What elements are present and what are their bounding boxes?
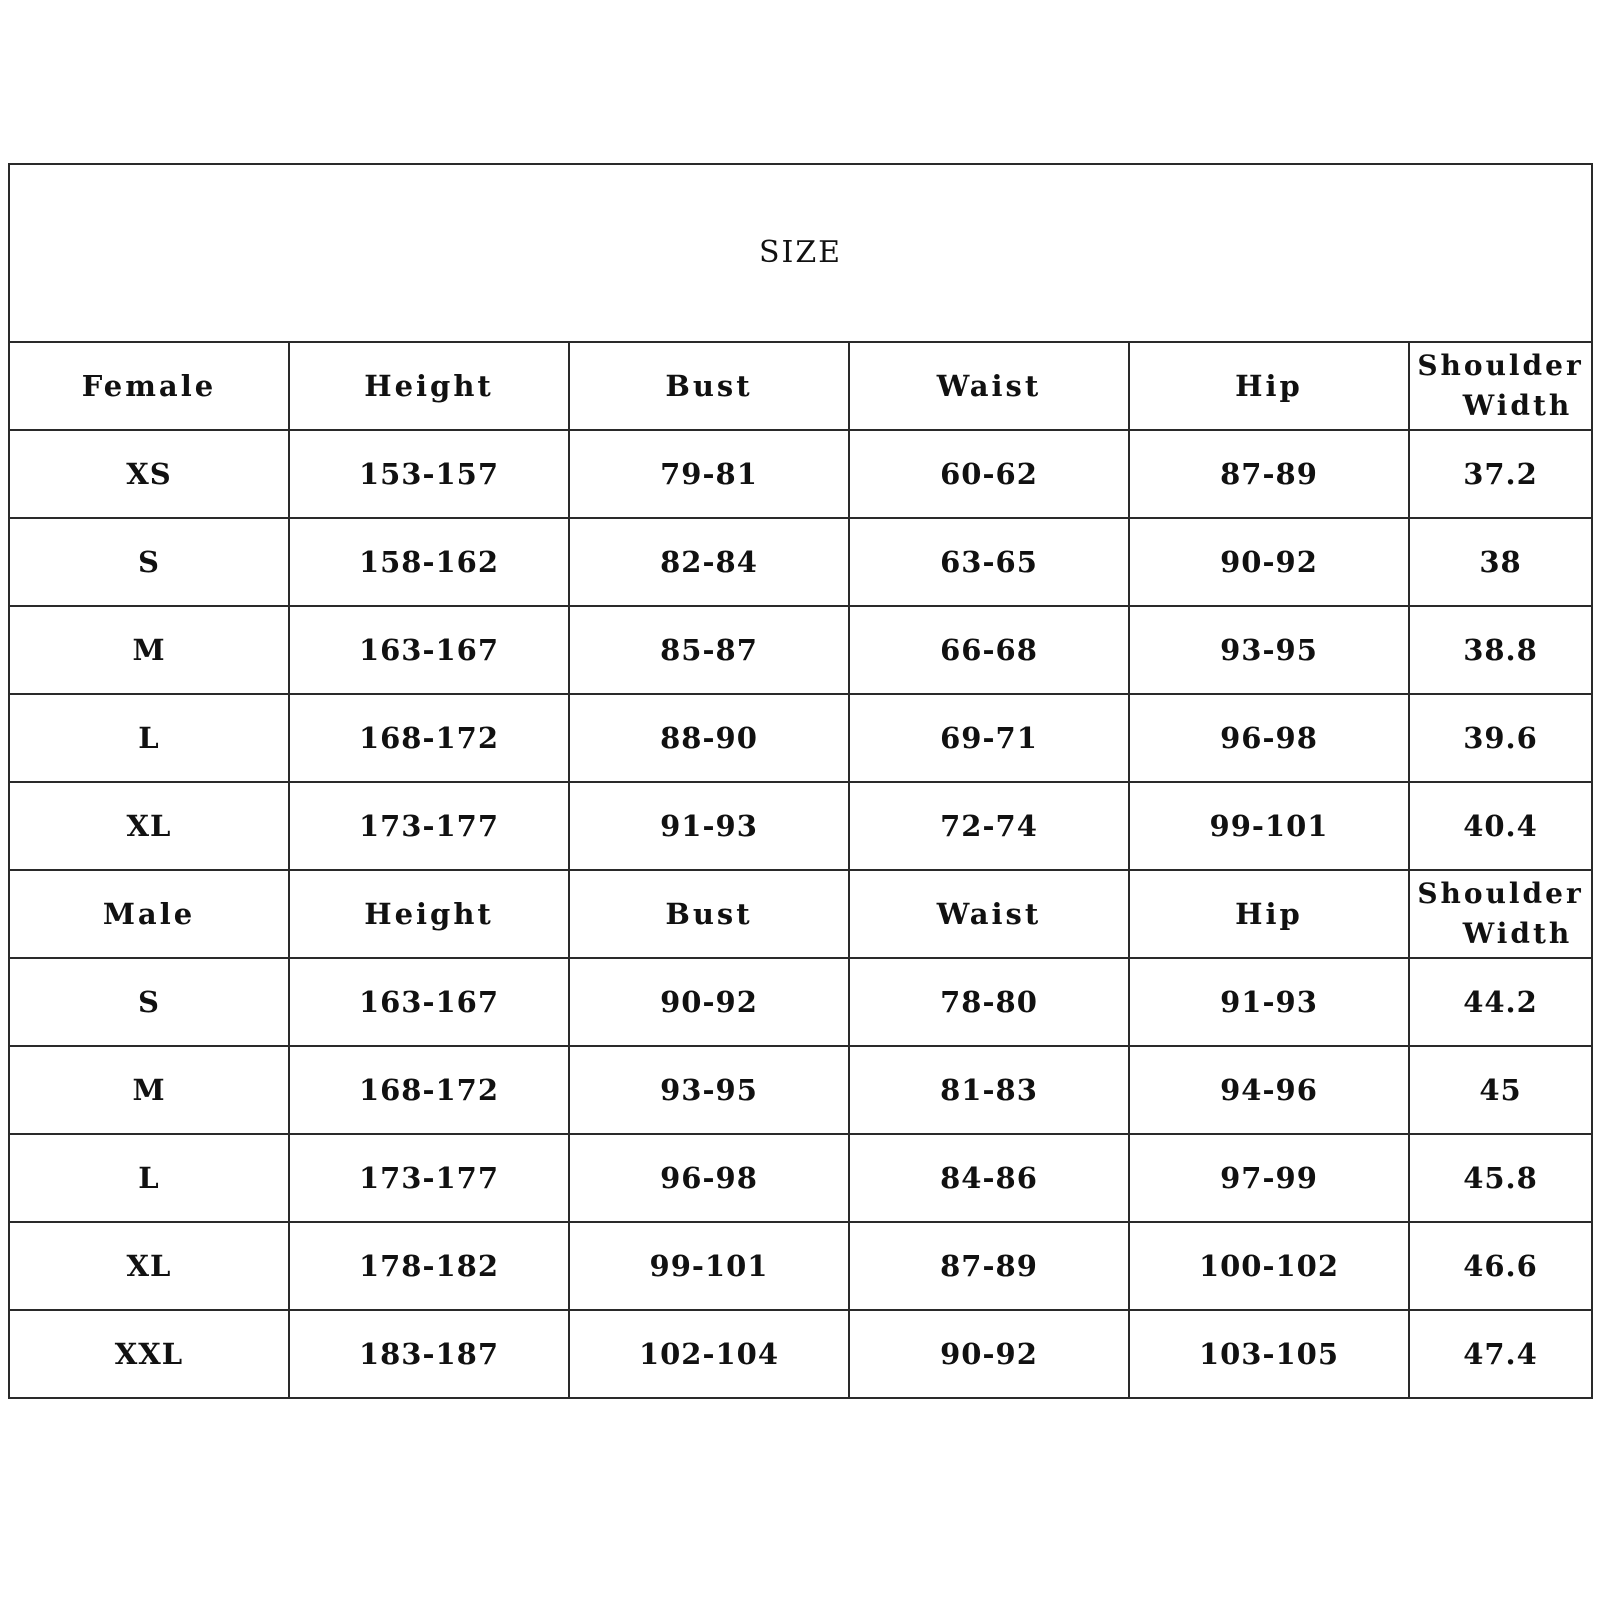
waist-cell: 72-74 bbox=[849, 782, 1129, 870]
height-cell: 178-182 bbox=[289, 1222, 569, 1310]
shoulder-width-cell: 45 bbox=[1409, 1046, 1592, 1134]
header-shoulder-width bbox=[1409, 342, 1592, 430]
size-cell: XL bbox=[9, 782, 289, 870]
shoulder-width-cell: 45.8 bbox=[1409, 1134, 1592, 1222]
height-cell: 163-167 bbox=[289, 958, 569, 1046]
waist-cell: 66-68 bbox=[849, 606, 1129, 694]
height-cell: 173-177 bbox=[289, 782, 569, 870]
female-header-row bbox=[9, 342, 1592, 430]
bust-cell: 82-84 bbox=[569, 518, 849, 606]
header-hip: Hip bbox=[1129, 870, 1409, 958]
hip-cell: 91-93 bbox=[1129, 958, 1409, 1046]
bust-cell: 91-93 bbox=[569, 782, 849, 870]
male-header-row bbox=[9, 870, 1592, 958]
header-shoulder-line: Shoulder bbox=[1417, 349, 1584, 382]
waist-cell: 81-83 bbox=[849, 1046, 1129, 1134]
height-cell: 163-167 bbox=[289, 606, 569, 694]
size-cell: M bbox=[9, 1046, 289, 1134]
size-cell: XS bbox=[9, 430, 289, 518]
header-hip: Hip bbox=[1129, 342, 1409, 430]
size-cell: XXL bbox=[9, 1310, 289, 1398]
shoulder-width-cell: 40.4 bbox=[1409, 782, 1592, 870]
table-row bbox=[9, 1310, 1592, 1398]
size-chart-table bbox=[8, 163, 1593, 1399]
header-shoulder-line: Shoulder bbox=[1417, 877, 1584, 910]
waist-cell: 90-92 bbox=[849, 1310, 1129, 1398]
hip-cell: 99-101 bbox=[1129, 782, 1409, 870]
height-cell: 168-172 bbox=[289, 694, 569, 782]
hip-cell: 87-89 bbox=[1129, 430, 1409, 518]
waist-cell: 60-62 bbox=[849, 430, 1129, 518]
table-title: SIZE bbox=[9, 164, 1592, 342]
shoulder-width-cell: 38 bbox=[1409, 518, 1592, 606]
header-bust: Bust bbox=[569, 870, 849, 958]
table-row bbox=[9, 518, 1592, 606]
hip-cell: 97-99 bbox=[1129, 1134, 1409, 1222]
table-row bbox=[9, 1046, 1592, 1134]
height-cell: 153-157 bbox=[289, 430, 569, 518]
hip-cell: 90-92 bbox=[1129, 518, 1409, 606]
hip-cell: 103-105 bbox=[1129, 1310, 1409, 1398]
bust-cell: 85-87 bbox=[569, 606, 849, 694]
hip-cell: 93-95 bbox=[1129, 606, 1409, 694]
header-waist: Waist bbox=[849, 870, 1129, 958]
table-row bbox=[9, 694, 1592, 782]
waist-cell: 87-89 bbox=[849, 1222, 1129, 1310]
header-width-line: Width bbox=[1462, 917, 1573, 950]
table-row bbox=[9, 606, 1592, 694]
header-waist: Waist bbox=[849, 342, 1129, 430]
table-row bbox=[9, 782, 1592, 870]
header-height: Height bbox=[289, 870, 569, 958]
table-row bbox=[9, 958, 1592, 1046]
bust-cell: 96-98 bbox=[569, 1134, 849, 1222]
waist-cell: 78-80 bbox=[849, 958, 1129, 1046]
size-cell: L bbox=[9, 1134, 289, 1222]
table-row bbox=[9, 1222, 1592, 1310]
height-cell: 173-177 bbox=[289, 1134, 569, 1222]
header-bust: Bust bbox=[569, 342, 849, 430]
shoulder-width-cell: 39.6 bbox=[1409, 694, 1592, 782]
header-gender-male: Male bbox=[9, 870, 289, 958]
shoulder-width-cell: 37.2 bbox=[1409, 430, 1592, 518]
bust-cell: 99-101 bbox=[569, 1222, 849, 1310]
height-cell: 158-162 bbox=[289, 518, 569, 606]
height-cell: 183-187 bbox=[289, 1310, 569, 1398]
bust-cell: 88-90 bbox=[569, 694, 849, 782]
shoulder-width-cell: 47.4 bbox=[1409, 1310, 1592, 1398]
bust-cell: 90-92 bbox=[569, 958, 849, 1046]
bust-cell: 93-95 bbox=[569, 1046, 849, 1134]
size-cell: M bbox=[9, 606, 289, 694]
table-row bbox=[9, 430, 1592, 518]
header-shoulder-width bbox=[1409, 870, 1592, 958]
bust-cell: 79-81 bbox=[569, 430, 849, 518]
title-row bbox=[9, 164, 1592, 342]
header-gender-female: Female bbox=[9, 342, 289, 430]
waist-cell: 63-65 bbox=[849, 518, 1129, 606]
header-height: Height bbox=[289, 342, 569, 430]
waist-cell: 84-86 bbox=[849, 1134, 1129, 1222]
shoulder-width-cell: 38.8 bbox=[1409, 606, 1592, 694]
hip-cell: 100-102 bbox=[1129, 1222, 1409, 1310]
table-row bbox=[9, 1134, 1592, 1222]
shoulder-width-cell: 44.2 bbox=[1409, 958, 1592, 1046]
height-cell: 168-172 bbox=[289, 1046, 569, 1134]
waist-cell: 69-71 bbox=[849, 694, 1129, 782]
hip-cell: 94-96 bbox=[1129, 1046, 1409, 1134]
shoulder-width-cell: 46.6 bbox=[1409, 1222, 1592, 1310]
hip-cell: 96-98 bbox=[1129, 694, 1409, 782]
size-cell: S bbox=[9, 958, 289, 1046]
header-width-line: Width bbox=[1462, 389, 1573, 422]
bust-cell: 102-104 bbox=[569, 1310, 849, 1398]
size-cell: L bbox=[9, 694, 289, 782]
size-cell: S bbox=[9, 518, 289, 606]
size-cell: XL bbox=[9, 1222, 289, 1310]
